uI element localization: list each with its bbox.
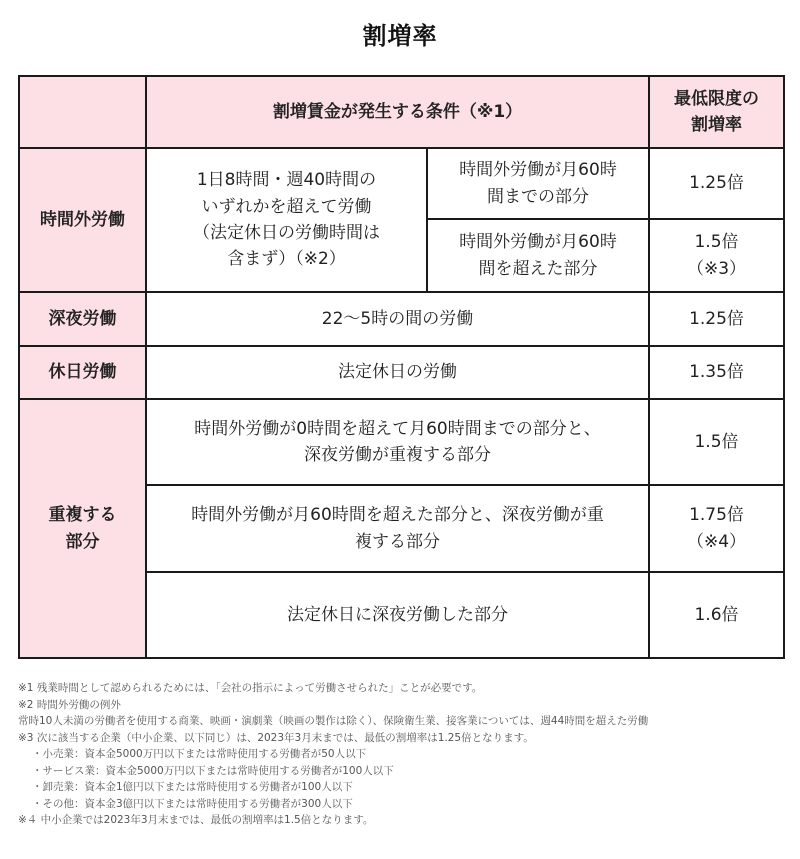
overlap-item1-condition	[146, 399, 649, 485]
premium-rate-table	[18, 75, 785, 659]
overtime-sub2-rate-value: 1.5倍	[694, 232, 739, 253]
holiday-rate: 1.35倍	[649, 346, 784, 399]
footnote-bullet: ・サービス業：資本金5000万円以下または常時使用する労働者が100人以下	[32, 764, 394, 777]
table-row	[19, 292, 784, 346]
overtime-sub2-rate	[649, 219, 784, 292]
overlap-item1-line: 時間外労働が0時間を超えて月60時間までの部分と、	[194, 418, 601, 439]
footnote-bullet: ・卸売業：資本金1億円以下または常時使用する労働者が100人以下	[32, 781, 353, 793]
overtime-sub1-line: 時間外労働が月60時	[459, 160, 617, 181]
header-condition: 割増賃金が発生する条件（※1）	[146, 76, 649, 148]
overtime-sub1-line: 間までの部分	[487, 186, 589, 207]
footnote-bullet: ・その他：資本金3億円以下または常時使用する労働者が300人以下	[32, 797, 353, 810]
category-holiday: 休日労働	[19, 346, 146, 399]
overtime-condition-line: いずれかを超えて労働	[201, 196, 372, 217]
overtime-sub2-line: 時間外労働が月60時	[459, 232, 617, 253]
category-overlap-line1: 重複する	[48, 505, 117, 526]
category-overlap-line2: 部分	[65, 531, 100, 552]
night-condition: 22〜5時の間の労働	[146, 292, 649, 346]
table-row	[19, 399, 784, 485]
overtime-condition-line: （法定休日の労働時間は	[193, 223, 380, 243]
overlap-item3-rate: 1.6倍	[649, 572, 784, 658]
table-header-row	[19, 76, 784, 148]
footnote: ※2 時間外労働の例外	[18, 698, 121, 711]
overtime-sub1-condition	[427, 148, 649, 219]
holiday-condition: 法定休日の労働	[146, 346, 649, 399]
overlap-item2-rate	[649, 485, 784, 572]
overlap-item2-condition	[146, 485, 649, 572]
footnotes	[18, 680, 788, 829]
overtime-condition-line: 含まず）（※2）	[227, 249, 346, 270]
category-overlap	[19, 399, 146, 658]
header-min-rate-line2: 割増率	[691, 115, 743, 135]
category-overtime: 時間外労働	[19, 148, 146, 292]
overtime-sub1-rate: 1.25倍	[649, 148, 784, 219]
page-title: 割増率	[362, 22, 438, 50]
overlap-item1-line: 深夜労働が重複する部分	[304, 445, 491, 465]
header-blank-cell	[19, 76, 146, 148]
overlap-item2-line: 複する部分	[355, 531, 440, 552]
category-night: 深夜労働	[19, 292, 146, 346]
table-row	[19, 346, 784, 399]
header-min-rate	[649, 76, 784, 148]
overlap-item2-rate-value: 1.75倍	[689, 505, 744, 526]
night-rate: 1.25倍	[649, 292, 784, 346]
table-row	[19, 148, 784, 219]
overlap-item1-rate: 1.5倍	[649, 399, 784, 485]
overtime-condition	[146, 148, 427, 292]
footnote: ※４ 中小企業では2023年3月末までは、最低の割増率は1.5倍となります。	[18, 814, 374, 826]
footnote: ※3 次に該当する企業（中小企業、以下同じ）は、2023年3月末までは、最低の割増率は1.25倍となります。	[18, 731, 534, 744]
overtime-sub2-rate-note: （※3）	[686, 258, 747, 279]
header-min-rate-line1: 最低限度の	[674, 88, 760, 109]
overlap-item2-line: 時間外労働が月60時間を超えた部分と、深夜労働が重	[191, 505, 604, 526]
footnote-bullet: ・小売業：資本金5000万円以下または常時使用する労働者が50人以下	[32, 748, 367, 760]
overtime-sub2-line: 間を超えた部分	[478, 258, 598, 279]
overlap-item3-condition: 法定休日に深夜労働した部分	[146, 572, 649, 658]
footnote: 常時10人未満の労働者を使用する商業、映画・演劇業（映画の製作は除く）、保険衛生業、接客業については、週44時間を超えた労働	[18, 715, 649, 727]
overlap-item2-rate-note: （※4）	[686, 531, 747, 552]
overtime-condition-line: 1日8時間・週40時間の	[196, 170, 377, 191]
footnote: ※1 残業時間として認められるためには、「会社の指示によって労働させられた」ことが必要です。	[18, 682, 483, 694]
overtime-sub2-condition	[427, 219, 649, 292]
